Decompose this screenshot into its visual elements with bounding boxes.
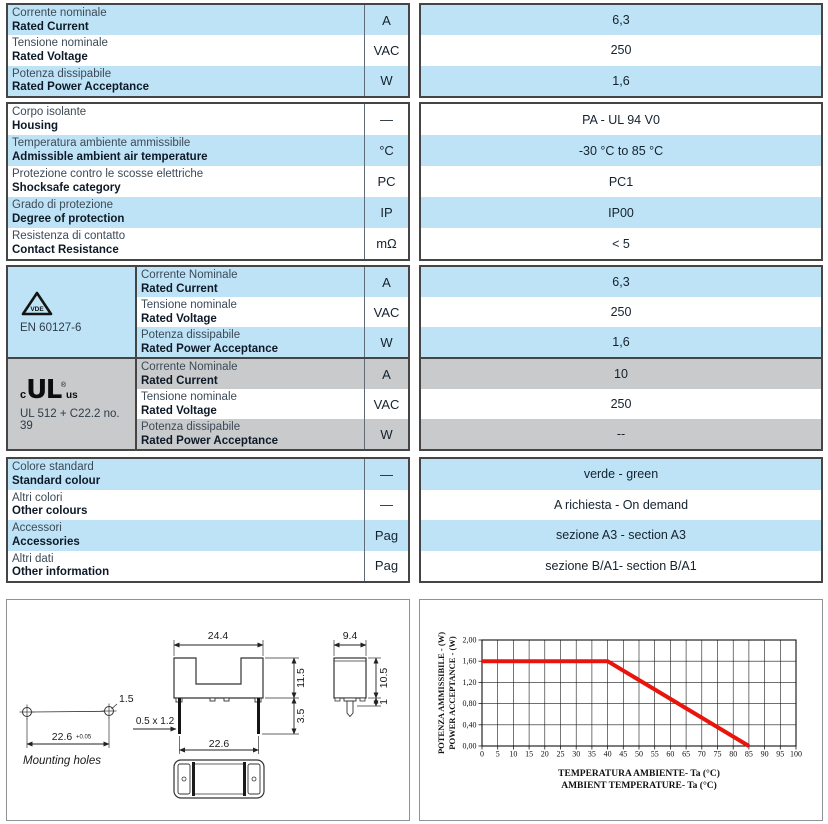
label-english: Standard colour — [12, 474, 101, 487]
spec-label — [137, 267, 364, 297]
dimension-drawing-svg — [7, 600, 409, 820]
spec-label — [137, 297, 364, 327]
unit-cell: IP — [364, 197, 408, 228]
label-english: Contact Resistance — [12, 243, 119, 256]
label-english: Rated Power Acceptance — [12, 81, 149, 94]
y-tick-label: 2,00 — [462, 635, 477, 645]
cul-us-logo-icon — [20, 374, 135, 405]
spec-row — [8, 166, 408, 197]
spec-label — [137, 389, 364, 419]
x-tick-label: 20 — [540, 749, 549, 759]
value-table — [419, 3, 823, 98]
dimension-drawing-panel — [6, 599, 410, 821]
general-specs-section — [6, 102, 823, 261]
dimension-label: 0.5 x 1.2 — [135, 716, 175, 727]
label-english: Rated Current — [12, 20, 89, 33]
label-italian: Temperatura ambiente ammissibile — [12, 137, 191, 149]
value-cell: 10 — [421, 357, 821, 389]
x-tick-label: 65 — [682, 749, 691, 759]
cert-standard-label: EN 60127-6 — [20, 322, 82, 334]
x-tick-label: 75 — [713, 749, 722, 759]
unit-cell: — — [364, 490, 408, 521]
x-tick-label: 100 — [790, 749, 802, 759]
other-info-section — [6, 457, 823, 583]
value-cell: 6,3 — [421, 5, 821, 35]
approvals-spec-table — [6, 265, 410, 451]
value-cell: IP00 — [421, 197, 821, 228]
value-cell: < 5 — [421, 228, 821, 259]
label-italian: Corrente Nominale — [141, 361, 238, 373]
label-english: Rated Voltage — [141, 404, 217, 417]
spec-row — [137, 297, 408, 327]
value-table — [419, 457, 823, 583]
spec-row — [8, 5, 408, 35]
y-tick-label: 0,80 — [462, 699, 477, 709]
approvals-value-table — [419, 265, 823, 451]
label-english: Other colours — [12, 505, 88, 518]
ul-mark: UL — [26, 374, 61, 405]
label-english: Rated Current — [141, 374, 218, 387]
ul-registered-mark: ® — [60, 381, 66, 389]
x-tick-label: 10 — [509, 749, 518, 759]
x-tick-label: 55 — [650, 749, 659, 759]
unit-cell: W — [364, 66, 408, 96]
label-english: Rated Voltage — [12, 50, 88, 63]
unit-cell: A — [364, 5, 408, 35]
dimension-label: 11.5 — [295, 668, 307, 688]
y-tick-label: 1,60 — [462, 656, 477, 666]
spec-row — [137, 267, 408, 297]
spec-label — [8, 166, 364, 197]
spec-row — [137, 327, 408, 357]
spec-row — [8, 228, 408, 259]
cert-rows — [137, 267, 408, 357]
spec-row — [8, 104, 408, 135]
x-tick-label: 5 — [495, 749, 500, 759]
ul-prefix-c: c — [20, 388, 27, 401]
spec-label — [8, 104, 364, 135]
value-cell: sezione B/A1- section B/A1 — [421, 551, 821, 582]
unit-cell: — — [364, 459, 408, 490]
label-italian: Altri dati — [12, 552, 54, 565]
y-axis-title-english: POWER ACCEPTANCE - (W) — [447, 636, 457, 750]
spec-label — [8, 197, 364, 228]
dimension-label: 10.5 — [378, 667, 390, 689]
spec-label — [8, 5, 364, 35]
unit-cell: VAC — [364, 389, 408, 419]
ul-suffix-us: us — [65, 389, 78, 401]
label-italian: Grado di protezione — [12, 199, 114, 211]
label-english: Rated Power Acceptance — [141, 434, 278, 447]
value-table — [419, 102, 823, 261]
value-cell: sezione A3 - section A3 — [421, 520, 821, 551]
spec-label — [8, 228, 364, 259]
unit-cell: — — [364, 104, 408, 135]
value-cell: -30 °C to 85 °C — [421, 135, 821, 166]
dimension-label: 9.4 — [342, 630, 358, 642]
label-italian: Tensione nominale — [141, 391, 237, 403]
unit-cell: W — [364, 419, 408, 449]
spec-table — [6, 102, 410, 261]
x-axis-title-english: AMBIENT TEMPERATURE- Ta (°C) — [561, 781, 717, 791]
x-tick-label: 35 — [587, 749, 596, 759]
label-italian: Potenza dissipabile — [12, 67, 112, 80]
cert-rows — [137, 359, 408, 449]
dimension-label: 1 — [378, 699, 390, 705]
approvals-section — [6, 265, 823, 451]
unit-cell: VAC — [364, 35, 408, 65]
spec-label — [8, 66, 364, 96]
label-italian: Potenza dissipabile — [141, 421, 241, 433]
unit-cell: PC — [364, 166, 408, 197]
vde-logo-text: VDE — [30, 306, 44, 313]
label-italian: Tensione nominale — [12, 37, 108, 50]
dimension-label: 22.6 — [208, 738, 230, 750]
label-italian: Protezione contro le scosse elettriche — [12, 168, 204, 180]
label-english: Degree of protection — [12, 212, 125, 225]
label-italian: Corpo isolante — [12, 106, 87, 118]
x-tick-label: 0 — [480, 749, 484, 759]
unit-cell: A — [364, 267, 408, 297]
cert-group — [8, 357, 408, 449]
dimension-label: 24.4 — [207, 630, 229, 642]
label-english: Rated Current — [141, 282, 218, 295]
x-tick-label: 90 — [760, 749, 769, 759]
unit-cell: °C — [364, 135, 408, 166]
y-tick-label: 0,00 — [462, 741, 477, 751]
spec-row — [8, 520, 408, 551]
label-english: Rated Power Acceptance — [141, 342, 278, 355]
ul-cert-cell — [8, 359, 137, 449]
x-tick-label: 95 — [776, 749, 785, 759]
spec-row — [8, 551, 408, 582]
rated-values-section — [6, 3, 823, 98]
x-tick-label: 80 — [729, 749, 738, 759]
label-english: Housing — [12, 119, 58, 132]
spec-row — [8, 490, 408, 521]
label-italian: Resistenza di contatto — [12, 230, 126, 242]
unit-cell: Pag — [364, 551, 408, 582]
label-italian: Accessori — [12, 522, 62, 534]
bottom-panels — [6, 599, 823, 821]
y-axis-title-italian: POTENZA AMMISSIBILE - (W) — [436, 631, 446, 755]
spec-label — [8, 135, 364, 166]
derating-chart-panel — [419, 599, 823, 821]
spec-table — [6, 457, 410, 583]
label-italian: Corrente Nominale — [141, 269, 238, 281]
dimension-label: +0.05 — [76, 734, 92, 741]
spec-table — [6, 3, 410, 98]
label-italian: Corrente nominale — [12, 7, 107, 19]
x-axis-title-italian: TEMPERATURA AMBIENTE- Ta (°C) — [558, 769, 720, 779]
label-english: Shocksafe category — [12, 181, 121, 194]
x-tick-label: 50 — [635, 749, 643, 759]
spec-label — [8, 551, 364, 582]
label-english: Accessories — [12, 535, 80, 548]
spec-row — [137, 359, 408, 389]
value-cell: 250 — [421, 297, 821, 327]
x-tick-label: 15 — [525, 749, 534, 759]
spec-label — [137, 327, 364, 357]
spec-row — [137, 389, 408, 419]
spec-label — [137, 419, 364, 449]
spec-row — [8, 66, 408, 96]
vde-logo-icon — [20, 290, 54, 317]
spec-row — [8, 35, 408, 65]
x-tick-label: 85 — [744, 749, 753, 759]
spec-row — [137, 419, 408, 449]
spec-label — [8, 459, 364, 490]
y-tick-label: 0,40 — [462, 720, 477, 730]
cert-standard-label: UL 512 + C22.2 no. 39 — [20, 407, 120, 432]
label-english: Rated Voltage — [141, 312, 217, 325]
value-cell: 250 — [421, 389, 821, 419]
spec-row — [8, 135, 408, 166]
value-cell: PA - UL 94 V0 — [421, 104, 821, 135]
x-tick-label: 25 — [556, 749, 565, 759]
unit-cell: VAC — [364, 297, 408, 327]
unit-cell: W — [364, 327, 408, 357]
unit-cell: Pag — [364, 520, 408, 551]
spec-label — [137, 359, 364, 389]
x-tick-label: 70 — [697, 749, 706, 759]
spec-row — [8, 459, 408, 490]
label-italian: Altri colori — [12, 491, 63, 504]
value-cell: 1,6 — [421, 66, 821, 96]
derating-chart-svg — [420, 600, 822, 820]
spec-label — [8, 490, 364, 521]
value-cell: 6,3 — [421, 267, 821, 297]
value-cell: 250 — [421, 35, 821, 65]
unit-cell: mΩ — [364, 228, 408, 259]
x-tick-label: 60 — [666, 749, 675, 759]
cert-group — [8, 267, 408, 357]
value-cell: -- — [421, 419, 821, 449]
x-tick-label: 40 — [603, 749, 612, 759]
mounting-holes-label: Mounting holes — [23, 755, 101, 767]
label-italian: Tensione nominale — [141, 299, 237, 311]
value-cell: PC1 — [421, 166, 821, 197]
spec-label — [8, 520, 364, 551]
dimension-label: 1.5 — [119, 693, 134, 705]
x-tick-label: 30 — [572, 749, 581, 759]
spec-row — [8, 197, 408, 228]
label-italian: Potenza dissipabile — [141, 329, 241, 341]
spec-label — [8, 35, 364, 65]
dimension-label: 22.6 — [51, 731, 73, 743]
x-tick-label: 45 — [619, 749, 628, 759]
value-cell: A richiesta - On demand — [421, 490, 821, 521]
value-cell: 1,6 — [421, 327, 821, 357]
unit-cell: A — [364, 359, 408, 389]
vde-cert-cell — [8, 267, 137, 357]
label-italian: Colore standard — [12, 461, 94, 473]
label-english: Admissible ambient air temperature — [12, 150, 208, 163]
label-english: Other information — [12, 566, 110, 579]
value-cell: verde - green — [421, 459, 821, 490]
dimension-label: 3.5 — [295, 708, 307, 724]
y-tick-label: 1,20 — [462, 677, 477, 687]
